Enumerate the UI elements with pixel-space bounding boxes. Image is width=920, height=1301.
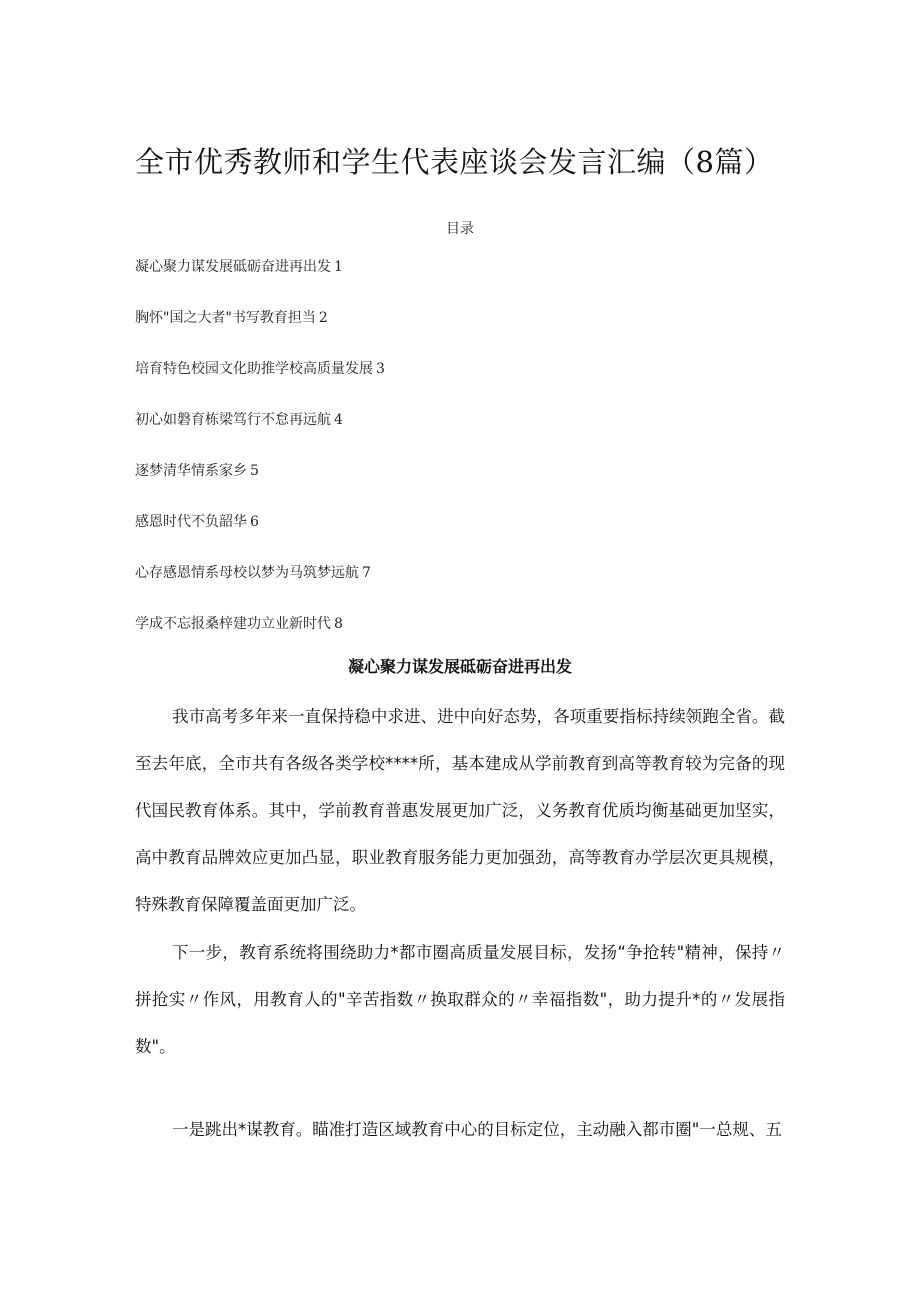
toc-item-page: 1 xyxy=(334,259,343,275)
toc-item-label: 培育特色校园文化助推学校高质量发展 xyxy=(135,361,373,377)
toc-heading: 目录 xyxy=(446,221,474,237)
body-paragraph: 一是跳出*谋教育。瞄准打造区域教育中心的目标定位，主动融入都市圈"一总规、五 xyxy=(172,1120,782,1139)
toc-item-page: 5 xyxy=(250,463,259,479)
body-paragraph: 下一步，教育系统将围绕助力*都市圈高质量发展目标，发扬“争抢转"精神，保持〃拼抢实〃作风，用教育人的"辛苦指数〃换取群众的〃幸福指数"，助力提升*的〃发展指数"。 xyxy=(135,943,785,1056)
toc-item-page: 6 xyxy=(250,514,259,530)
section-title: 凝心聚力谋发展砥砺奋进再出发 xyxy=(347,657,572,676)
toc-item[interactable] xyxy=(135,256,385,307)
toc-item-label: 逐梦清华情系家乡 xyxy=(135,463,247,479)
toc-item-label: 心存感恩情系母校以梦为马筑梦远航 xyxy=(135,565,359,581)
body-paragraph: 我市高考多年来一直保持稳中求进、进中向好态势，各项重要指标持续领跑全省。截至去年底，全市共有各级各类学校****所，基本建成从学前教育到高等教育较为完备的现代国民教育体系。其中，学前教育普惠发展更加广泛，义务教育优质均衡基础更加坚实，高中教育品牌效应更加凸显，职业教育服务能力更加强劲，高等教育办学层次更具规模，特殊教育保障覆盖面更加广泛。 xyxy=(135,707,785,914)
table-of-contents xyxy=(135,256,385,664)
toc-item[interactable] xyxy=(135,460,385,511)
toc-item-label: 感恩时代不负韶华 xyxy=(135,514,247,530)
toc-item-label: 胸怀"国之大者"书写教育担当 xyxy=(135,310,316,326)
toc-item-label: 初心如磐育栋梁笃行不怠再远航 xyxy=(135,412,331,428)
toc-item[interactable] xyxy=(135,409,385,460)
toc-item-page: 4 xyxy=(334,412,343,428)
document-title: 全市优秀教师和学生代表座谈会发言汇编（8篇） xyxy=(135,145,774,179)
toc-item[interactable] xyxy=(135,511,385,562)
toc-item[interactable] xyxy=(135,358,385,409)
toc-item-page: 7 xyxy=(362,565,371,581)
toc-item-page: 3 xyxy=(376,361,385,377)
toc-item-page: 2 xyxy=(318,310,328,326)
toc-item-label: 凝心聚力谋发展砥砺奋进再出发 xyxy=(135,259,331,275)
toc-item[interactable] xyxy=(135,307,385,358)
toc-item[interactable] xyxy=(135,562,385,613)
toc-item-label: 学成不忘报桑梓建功立业新时代 xyxy=(135,616,331,632)
toc-item-page: 8 xyxy=(334,616,343,632)
